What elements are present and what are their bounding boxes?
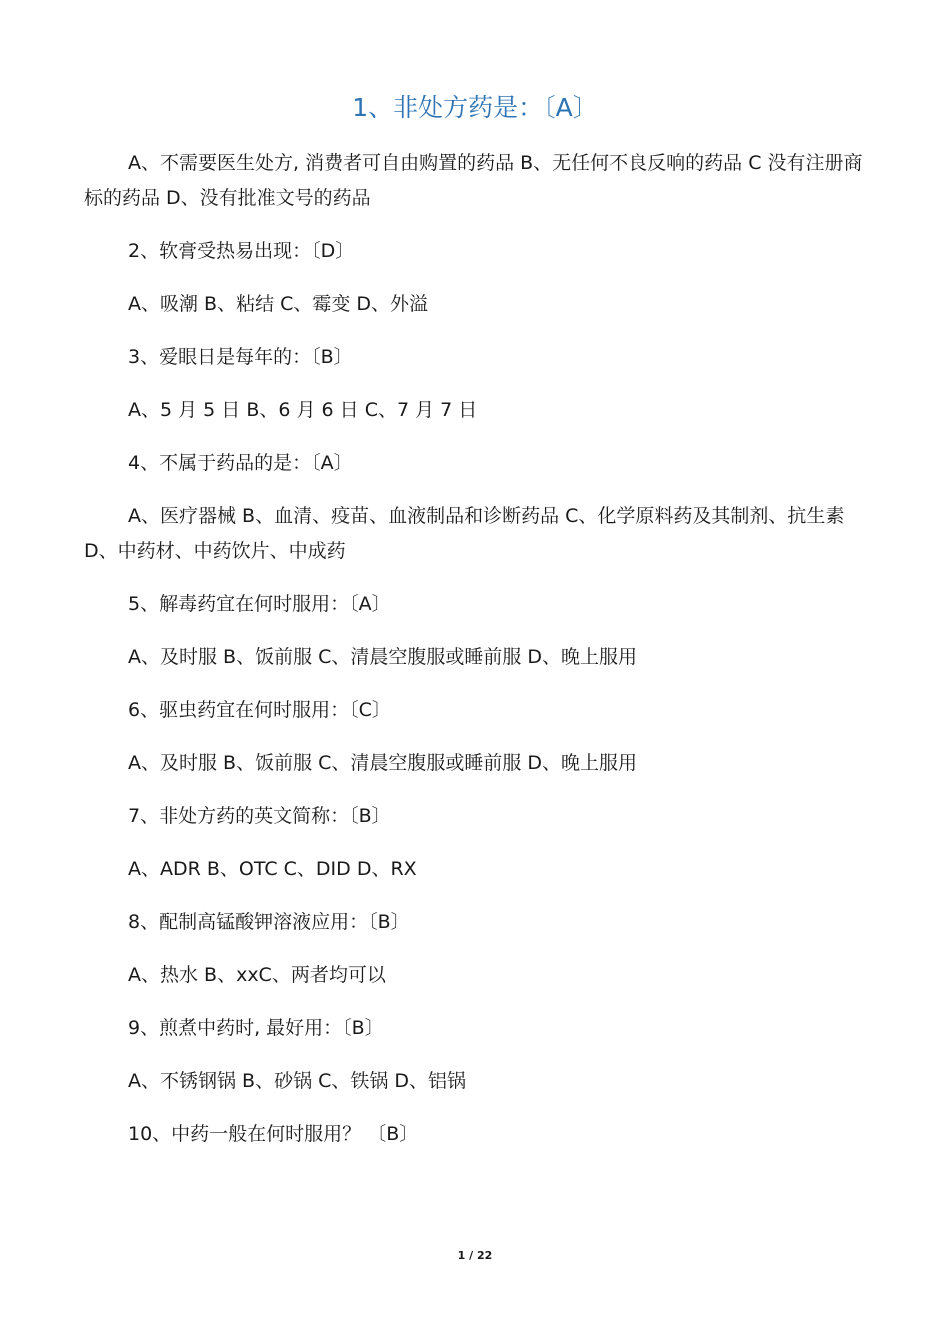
answer-options-3: A、5 月 5 日 B、6 月 6 日 C、7 月 7 日 bbox=[128, 399, 478, 421]
answer-options-1: A、不需要医生处方, 消费者可自由购置的药品 B、无任何不良反响的药品 C 没有注册商标的药品 D、没有批准文号的药品 bbox=[84, 152, 863, 209]
question-title: 1、非处方药是：〔A〕 bbox=[352, 93, 598, 122]
answer-options-5: A、及时服 B、饭前服 C、清晨空腹服或睡前服 D、晚上服用 bbox=[128, 646, 638, 668]
answer-options-7: A、ADR B、OTC C、DID D、RX bbox=[128, 858, 417, 880]
answer-options-4: A、医疗器械 B、血清、疫苗、血液制品和诊断药品 C、化学原料药及其制剂、抗生素 D、中药材、中药饮片、中成药 bbox=[84, 505, 851, 562]
document-body bbox=[84, 146, 866, 1170]
question-7: 7、非处方药的英文简称：〔B〕 bbox=[128, 805, 391, 827]
answer-options-6: A、及时服 B、饭前服 C、清晨空腹服或睡前服 D、晚上服用 bbox=[128, 752, 638, 774]
answer-options-2: A、吸潮 B、粘结 C、霉变 D、外溢 bbox=[128, 293, 429, 315]
question-10: 10、中药一般在何时服用？ 〔B〕 bbox=[128, 1123, 419, 1145]
question-9: 9、煎煮中药时, 最好用：〔B〕 bbox=[128, 1017, 384, 1039]
question-6: 6、驱虫药宜在何时服用：〔C〕 bbox=[128, 699, 391, 721]
question-4: 4、不属于药品的是：〔A〕 bbox=[128, 452, 353, 474]
question-2: 2、软膏受热易出现：〔D〕 bbox=[128, 240, 355, 262]
question-3: 3、爱眼日是每年的：〔B〕 bbox=[128, 346, 353, 368]
question-5: 5、解毒药宜在何时服用：〔A〕 bbox=[128, 593, 391, 615]
answer-options-9: A、不锈钢锅 B、砂锅 C、铁锅 D、铝锅 bbox=[128, 1070, 467, 1092]
page-number: 1 / 22 bbox=[457, 1249, 493, 1262]
answer-options-8: A、热水 B、xxC、两者均可以 bbox=[128, 964, 386, 986]
question-8: 8、配制高锰酸钾溶液应用：〔B〕 bbox=[128, 911, 410, 933]
